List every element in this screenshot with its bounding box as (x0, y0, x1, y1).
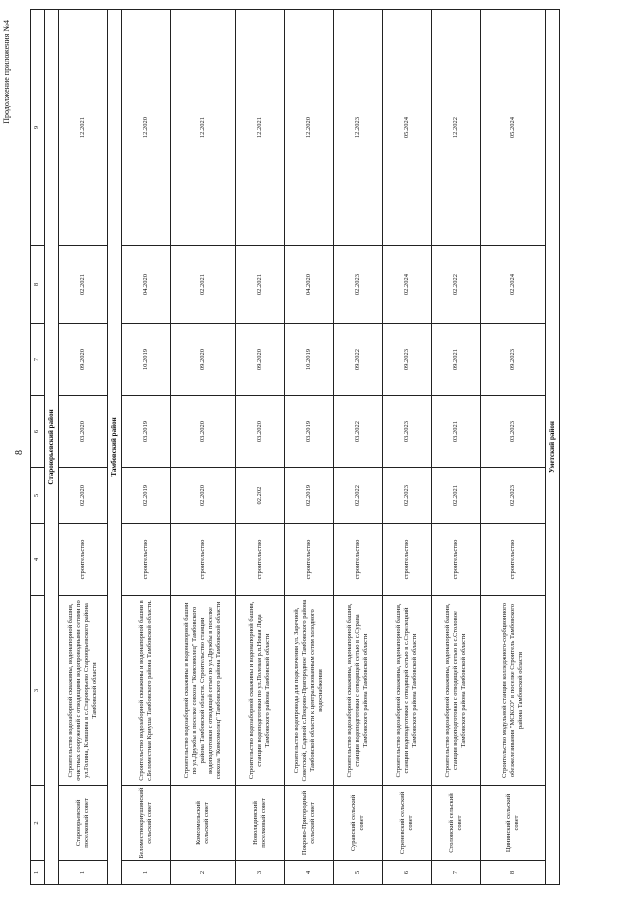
col-header: 4 (31, 523, 44, 595)
type-cell: строительство (122, 523, 170, 595)
date-cell: 03.2023 (383, 395, 431, 467)
col-header: 9 (31, 9, 44, 245)
date-cell: 04.2020 (285, 245, 333, 323)
row-number: 8 (481, 860, 545, 884)
table-row (236, 9, 285, 884)
date-cell: 09.2023 (383, 323, 431, 395)
date-cell: 02.2021 (432, 467, 480, 523)
date-cell: 03.2023 (481, 395, 545, 467)
date-cell: 09.2023 (481, 323, 545, 395)
row-number: 4 (285, 860, 333, 884)
row-number: 7 (432, 860, 480, 884)
table-row (171, 9, 236, 884)
col-header: 3 (31, 595, 44, 785)
date-cell: 02.2021 (236, 245, 284, 323)
description-cell: Строительство водозаборной скважины, водонапорной башни, станции водоподготовки с отводящей сетью в с.Столовое Тамбовского района Тамбовской области (432, 595, 480, 785)
date-cell: 10.2019 (285, 323, 333, 395)
date-cell: 10.2019 (122, 323, 170, 395)
header-row (31, 9, 45, 884)
col-header: 8 (31, 245, 44, 323)
type-cell: строительство (383, 523, 431, 595)
date-cell: 02.2021 (59, 245, 107, 323)
date-cell: 03.2020 (59, 395, 107, 467)
region-name: Уметский район (546, 9, 559, 884)
col-header: 5 (31, 467, 44, 523)
date-cell: 02.2020 (59, 467, 107, 523)
date-cell: 03.2019 (122, 395, 170, 467)
table-row (122, 9, 171, 884)
date-cell: 02.2022 (334, 467, 382, 523)
description-cell: Строительство водозаборной скважины, водонапорной башни, станции водоподготовки с отводящей сетью в с.Сурава Тамбовского района Тамбовской области (334, 595, 382, 785)
council-cell: Староюрьевский поселковый совет (59, 785, 107, 860)
date-cell: 02.2020 (171, 467, 235, 523)
table-row (481, 9, 546, 884)
description-cell: Строительство модульной станции колледжного-сорбционного обезжелезивания "МСКСО" в поселке Строитель Тамбовского района Тамбовской области (481, 595, 545, 785)
date-cell: 04.2020 (122, 245, 170, 323)
date-cell: 02.2019 (122, 467, 170, 523)
date-cell: 02.2023 (334, 245, 382, 323)
type-cell: строительство (59, 523, 107, 595)
table-row (285, 9, 334, 884)
date-cell: 03.2020 (171, 395, 235, 467)
description-cell: Строительство водозаборной скважины и водонапорной башни в с.Беломестная Криуша Тамбовского района Тамбовской области. (122, 595, 170, 785)
region-row (108, 9, 122, 884)
date-cell: 12.2021 (59, 9, 107, 245)
date-cell: 02.2021 (171, 245, 235, 323)
date-cell: 09.2020 (59, 323, 107, 395)
date-cell: 03.2021 (432, 395, 480, 467)
row-number: 3 (236, 860, 284, 884)
region-name: Староюрьевский район (45, 9, 58, 884)
date-cell: 12.2021 (171, 9, 235, 245)
region-row (546, 9, 560, 884)
appendix-table (30, 9, 560, 885)
row-number: 5 (334, 860, 382, 884)
date-cell: 12.2021 (236, 9, 284, 245)
continuation-note: Продолжение приложения №4 (2, 20, 11, 124)
date-cell: 02.2024 (481, 245, 545, 323)
row-number: 2 (171, 860, 235, 884)
page-number: 8 (14, 450, 25, 455)
date-cell: 12.2020 (285, 9, 333, 245)
region-row (45, 9, 59, 884)
description-cell: Строительство водопровода для подключения ул. Заречной, Советской, Садовой с.Покрово-Пригородное Тамбовского района Тамбовской области к централизованным сетям холодного водоснабжения (285, 595, 333, 785)
col-header: 2 (31, 785, 44, 860)
council-cell: Столовский сельский совет (432, 785, 480, 860)
date-cell: 05.2024 (481, 9, 545, 245)
council-cell: Комсомольский сельский совет (171, 785, 235, 860)
type-cell: строительство (171, 523, 235, 595)
date-cell: 12.2022 (432, 9, 480, 245)
date-cell: 02.2024 (383, 245, 431, 323)
council-cell: Суравский сельский совет (334, 785, 382, 860)
description-cell: Строительство водозаборной скважины и водонапорной башни по ул.Дружбы в поселке совхоза "Комсомолец" Тамбовского района Тамбовской области. Строительство станции водоподготовки с отводящей сетью по ул.Дружбы в поселке совхоза "Комсомолец" Тамбовского района Тамбовской области (171, 595, 235, 785)
region-name: Тамбовский район (108, 9, 121, 884)
col-header: 1 (31, 860, 44, 884)
description-cell: Строительство водозаборной скважины и водонапорной башни, станции водоподготовки по ул.Полевая р.п.Новая Ляда Тамбовского района Тамбовской области (236, 595, 284, 785)
table-row (432, 9, 481, 884)
type-cell: строительство (236, 523, 284, 595)
type-cell: строительство (285, 523, 333, 595)
council-cell: Беломестнокриушинский сельский совет (122, 785, 170, 860)
council-cell: Новолядинский поселковый совет (236, 785, 284, 860)
date-cell: 02.2023 (481, 467, 545, 523)
date-cell: 12.2020 (122, 9, 170, 245)
date-cell: 09.2022 (334, 323, 382, 395)
date-cell: 02.2023 (383, 467, 431, 523)
row-number: 1 (122, 860, 170, 884)
col-header: 7 (31, 323, 44, 395)
date-cell: 03.2019 (285, 395, 333, 467)
date-cell: 12.2023 (334, 9, 382, 245)
table-row (383, 9, 432, 884)
date-cell: 02.202 (236, 467, 284, 523)
type-cell: строительство (334, 523, 382, 595)
council-cell: Стреневский сельский совет (383, 785, 431, 860)
date-cell: 02.2019 (285, 467, 333, 523)
council-cell: Цининский сельский совет (481, 785, 545, 860)
council-cell: Покрово-Пригородный сельский совет (285, 785, 333, 860)
date-cell: 03.2022 (334, 395, 382, 467)
description-cell: Строительство водозаборной скважины, водонапорной башни, станции водоподготовки с отводящей сетью в с.Стрелецкий Тамбовского района Тамбовской области (383, 595, 431, 785)
row-number: 6 (383, 860, 431, 884)
date-cell: 09.2020 (171, 323, 235, 395)
date-cell: 09.2020 (236, 323, 284, 395)
row-number: 1 (59, 860, 107, 884)
col-header: 6 (31, 395, 44, 467)
date-cell: 03.2020 (236, 395, 284, 467)
table-row (334, 9, 383, 884)
date-cell: 09.2021 (432, 323, 480, 395)
description-cell: Строительство водозаборной скважины, водонапорной башни, очистных сооружений с отводящими водопроводными сетями по ул.Голина, Клишина в с.Староюрьево Староюрьевского района Тамбовской области (59, 595, 107, 785)
table-row (59, 9, 108, 884)
type-cell: строительство (432, 523, 480, 595)
date-cell: 05.2024 (383, 9, 431, 245)
type-cell: строительство (481, 523, 545, 595)
date-cell: 02.2022 (432, 245, 480, 323)
